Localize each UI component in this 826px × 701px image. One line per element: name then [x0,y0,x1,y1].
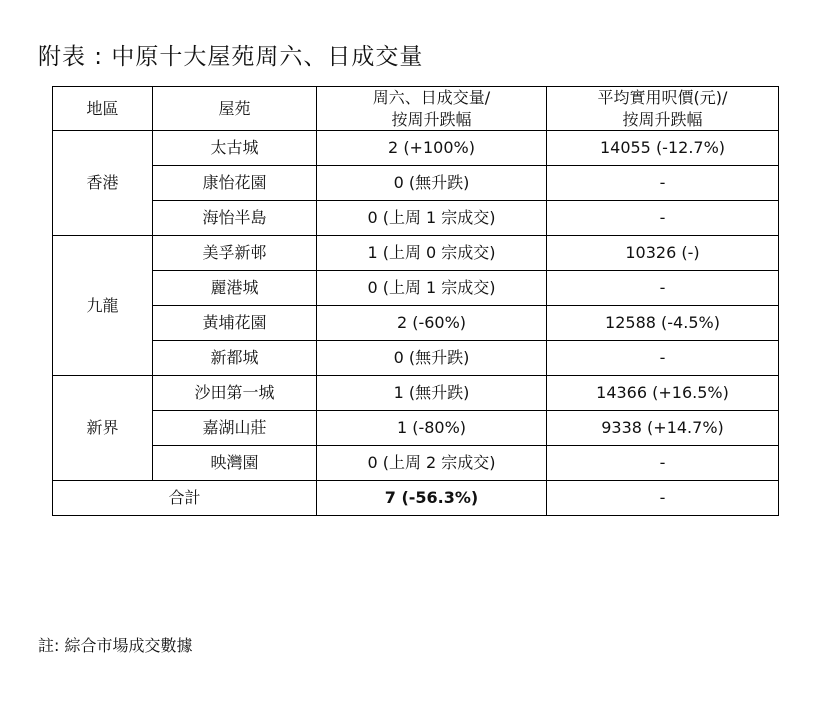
estate-cell: 新都城 [153,341,317,376]
estate-cell: 麗港城 [153,271,317,306]
volume-cell: 1 (無升跌) [317,376,547,411]
column-header-price [547,87,779,131]
table-row [53,341,779,376]
volume-cell: 0 (無升跌) [317,341,547,376]
price-cell: 10326 (-) [547,236,779,271]
estate-cell: 映灣園 [153,446,317,481]
volume-cell: 2 (-60%) [317,306,547,341]
volume-cell: 0 (上周 2 宗成交) [317,446,547,481]
volume-cell: 0 (無升跌) [317,166,547,201]
transactions-table-container [52,86,778,516]
volume-cell: 2 (+100%) [317,131,547,166]
transactions-table [52,86,779,516]
region-cell-hongkong: 香港 [53,131,153,236]
table-row [53,236,779,271]
table-row [53,411,779,446]
estate-cell: 美孚新邨 [153,236,317,271]
volume-cell: 0 (上周 1 宗成交) [317,271,547,306]
price-cell: 12588 (-4.5%) [547,306,779,341]
total-label: 合計 [53,481,317,516]
table-row [53,271,779,306]
estate-cell: 康怡花園 [153,166,317,201]
estate-cell: 黃埔花園 [153,306,317,341]
column-header-region: 地區 [53,87,153,131]
column-header-price-line1: 平均實用呎價(元)/ [597,88,728,107]
estate-cell: 太古城 [153,131,317,166]
region-cell-kowloon: 九龍 [53,236,153,376]
estate-cell: 沙田第一城 [153,376,317,411]
column-header-volume [317,87,547,131]
price-cell: 9338 (+14.7%) [547,411,779,446]
table-total-row [53,481,779,516]
region-cell-newterritories: 新界 [53,376,153,481]
table-header-row [53,87,779,131]
footnote: 註: 綜合市場成交數據 [38,636,193,655]
price-cell: - [547,446,779,481]
table-row [53,201,779,236]
table-row [53,306,779,341]
table-row [53,166,779,201]
price-cell: - [547,166,779,201]
estate-cell: 海怡半島 [153,201,317,236]
table-row [53,376,779,411]
price-cell: - [547,341,779,376]
column-header-price-line2: 按周升跌幅 [622,109,703,129]
volume-cell: 0 (上周 1 宗成交) [317,201,547,236]
column-header-volume-line2: 按周升跌幅 [391,109,472,129]
page-title: 附表 : 中原十大屋苑周六、日成交量 [38,44,424,70]
table-row [53,131,779,166]
volume-cell: 1 (-80%) [317,411,547,446]
estate-cell: 嘉湖山莊 [153,411,317,446]
price-cell: 14366 (+16.5%) [547,376,779,411]
price-cell: - [547,201,779,236]
column-header-estate: 屋苑 [153,87,317,131]
column-header-volume-line1: 周六、日成交量/ [372,88,491,107]
table-row [53,446,779,481]
total-price: - [547,481,779,516]
price-cell: - [547,271,779,306]
volume-cell: 1 (上周 0 宗成交) [317,236,547,271]
total-volume: 7 (-56.3%) [317,481,547,516]
price-cell: 14055 (-12.7%) [547,131,779,166]
